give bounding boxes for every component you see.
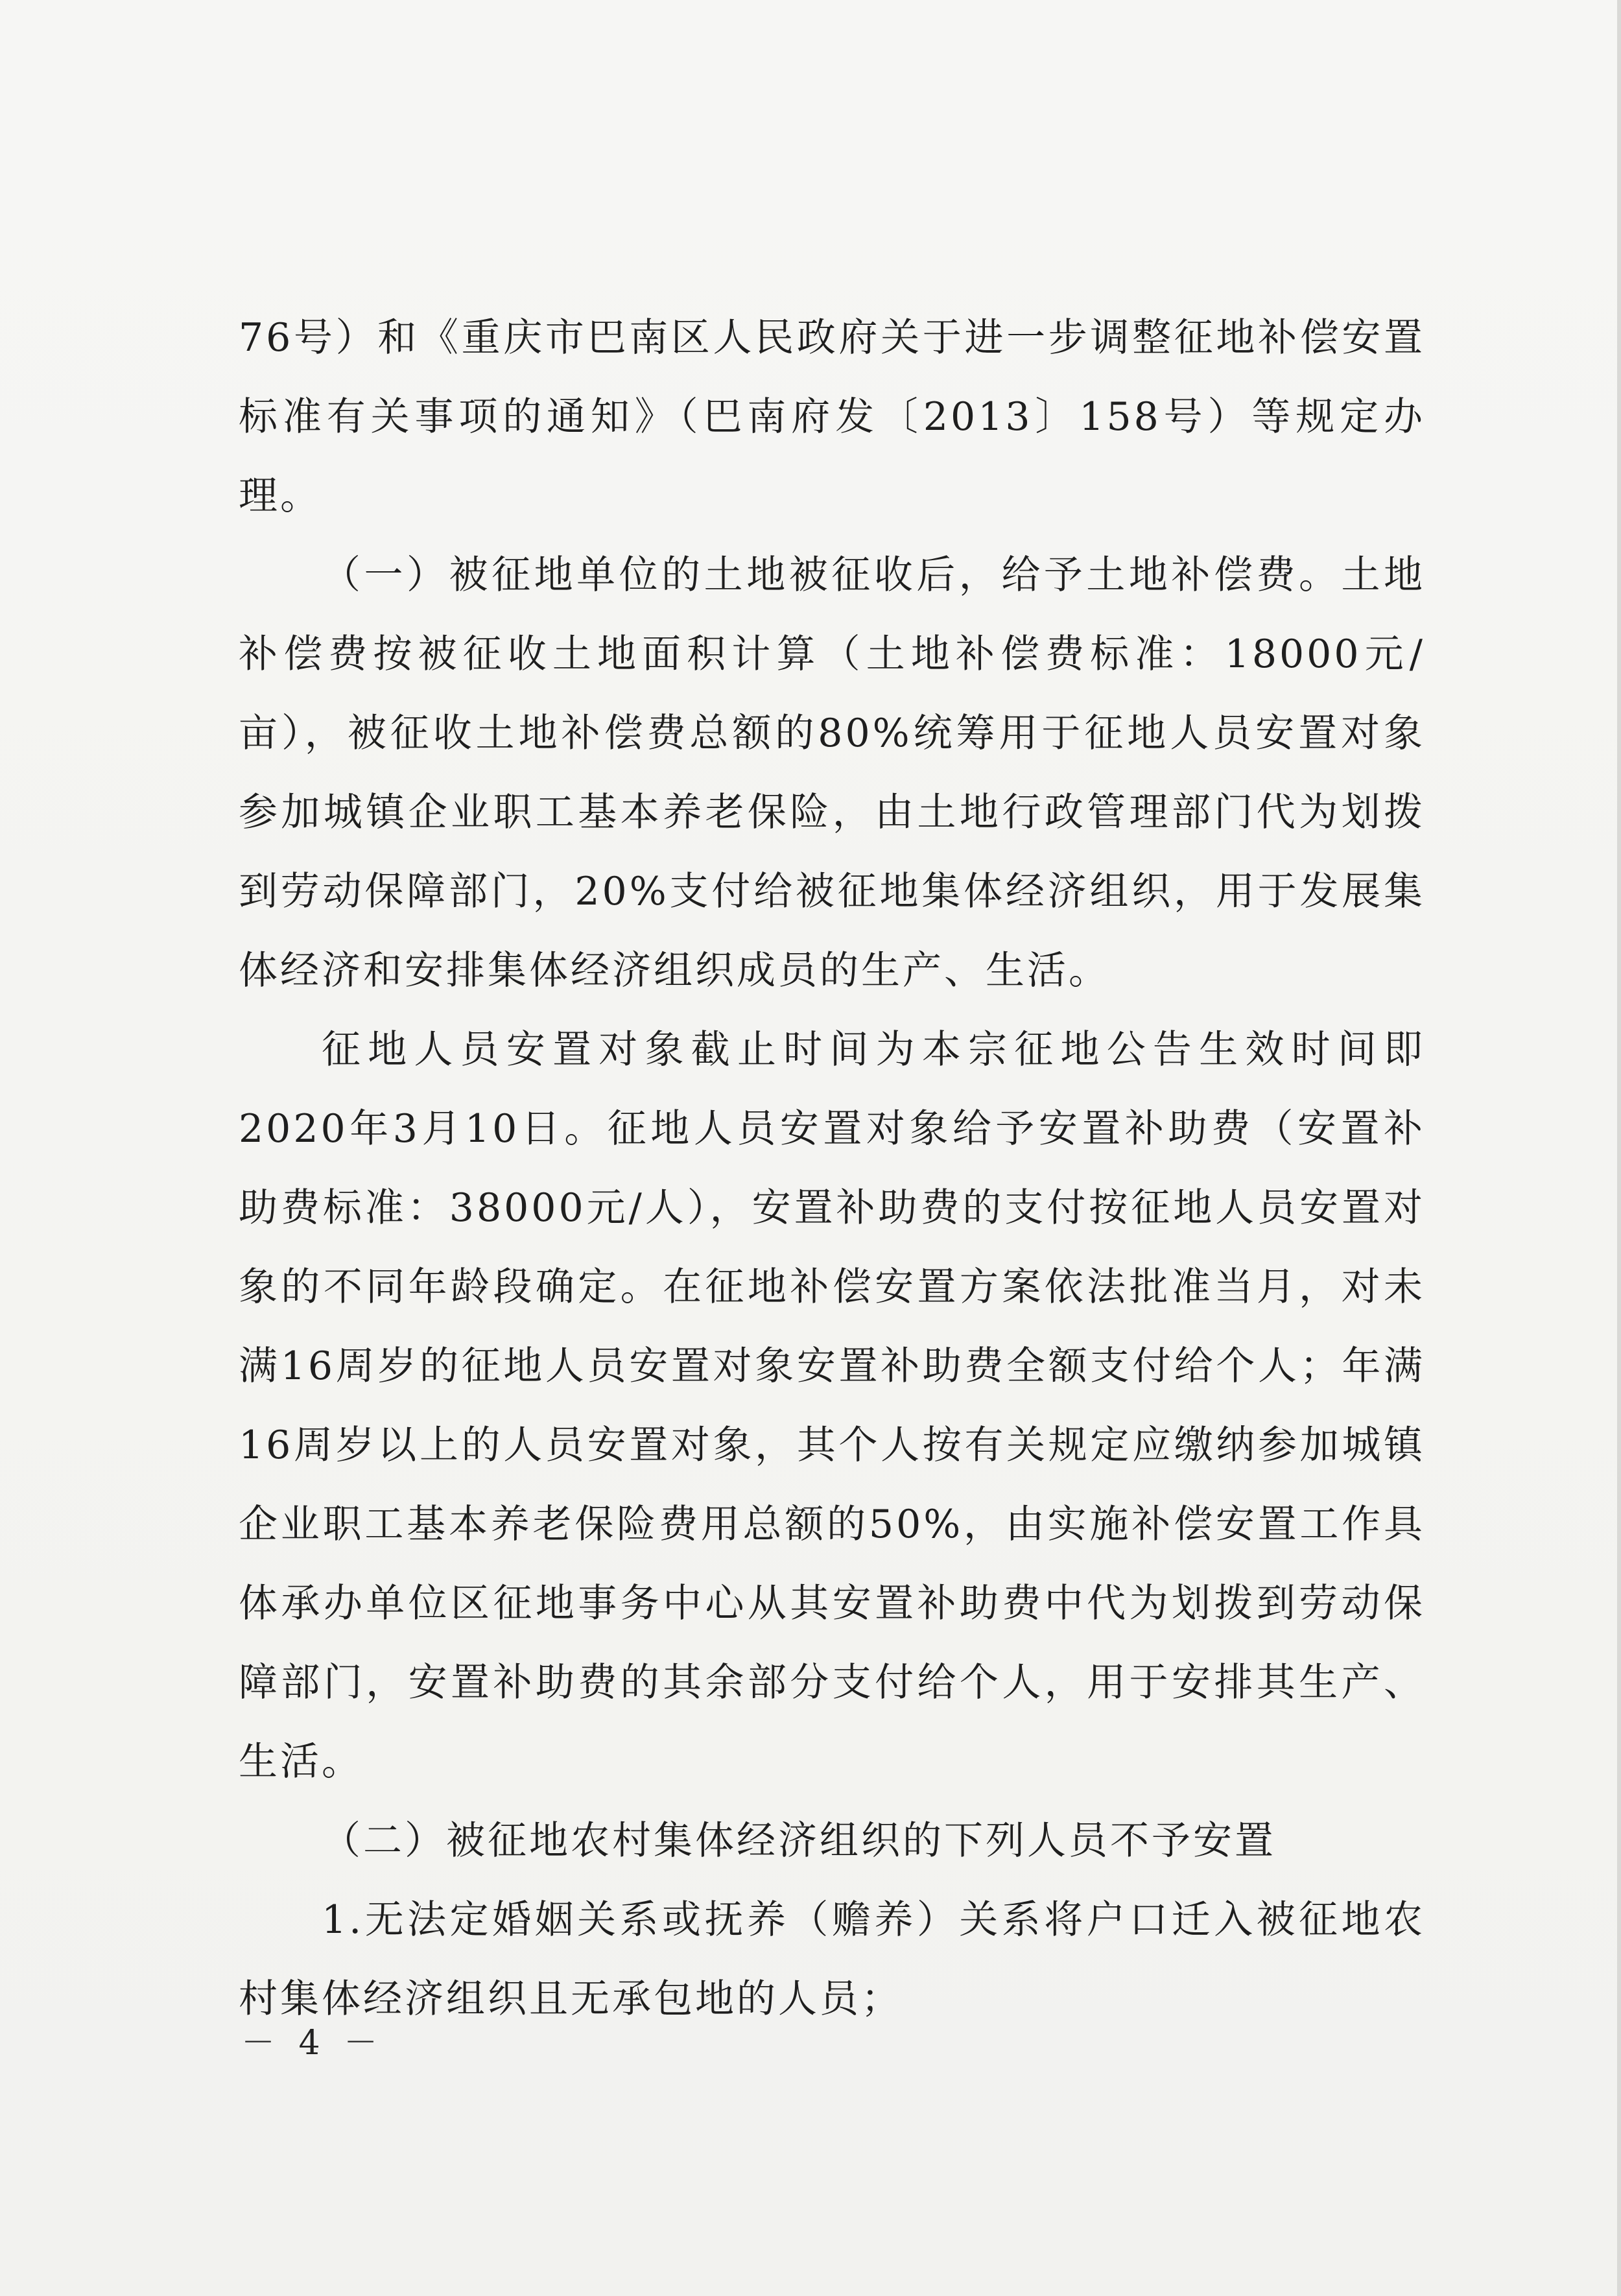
page-number: － 4 －	[241, 2024, 385, 2063]
paragraph-continuation: 76号）和《重庆市巴南区人民政府关于进一步调整征地补偿安置标准有关事项的通知》（巴南府发〔2013〕158号）等规定办理。	[239, 315, 1425, 519]
paragraph-item-one: 1.无法定婚姻关系或抚养（赡养）关系将户口迁入被征地农村集体经济组织且无承包地的人员；	[239, 1897, 1425, 2022]
scan-edge	[1617, 0, 1621, 2296]
document-body	[239, 298, 1425, 2039]
paragraph-land-compensation: （一）被征地单位的土地被征收后，给予土地补偿费。土地补偿费按被征收土地面积计算（土地补偿费标准：18000元/亩），被征收土地补偿费总额的80%统筹用于征地人员安置对象参加城镇企业职工基本养老保险，由土地行政管理部门代为划拨到劳动保障部门，20%支付给被征地集体经济组织，用于发展集体经济和安排集体经济组织成员的生产、生活。	[239, 552, 1425, 993]
paragraph-section-two-heading: （二）被征地农村集体经济组织的下列人员不予安置	[322, 1818, 1276, 1864]
paragraph-resettlement-subsidy: 征地人员安置对象截止时间为本宗征地公告生效时间即2020年3月10日。征地人员安置对象给予安置补助费（安置补助费标准：38000元/人），安置补助费的支付按征地人员安置对象的不同年龄段确定。在征地补偿安置方案依法批准当月，对未满16周岁的征地人员安置对象安置补助费全额支付给个人；年满16周岁以上的人员安置对象，其个人按有关规定应缴纳参加城镇企业职工基本养老保险费用总额的50%，由实施补偿安置工作具体承办单位区征地事务中心从其安置补助费中代为划拨到劳动保障部门，安置补助费的其余部分支付给个人，用于安排其生产、生活。	[239, 1027, 1425, 1784]
